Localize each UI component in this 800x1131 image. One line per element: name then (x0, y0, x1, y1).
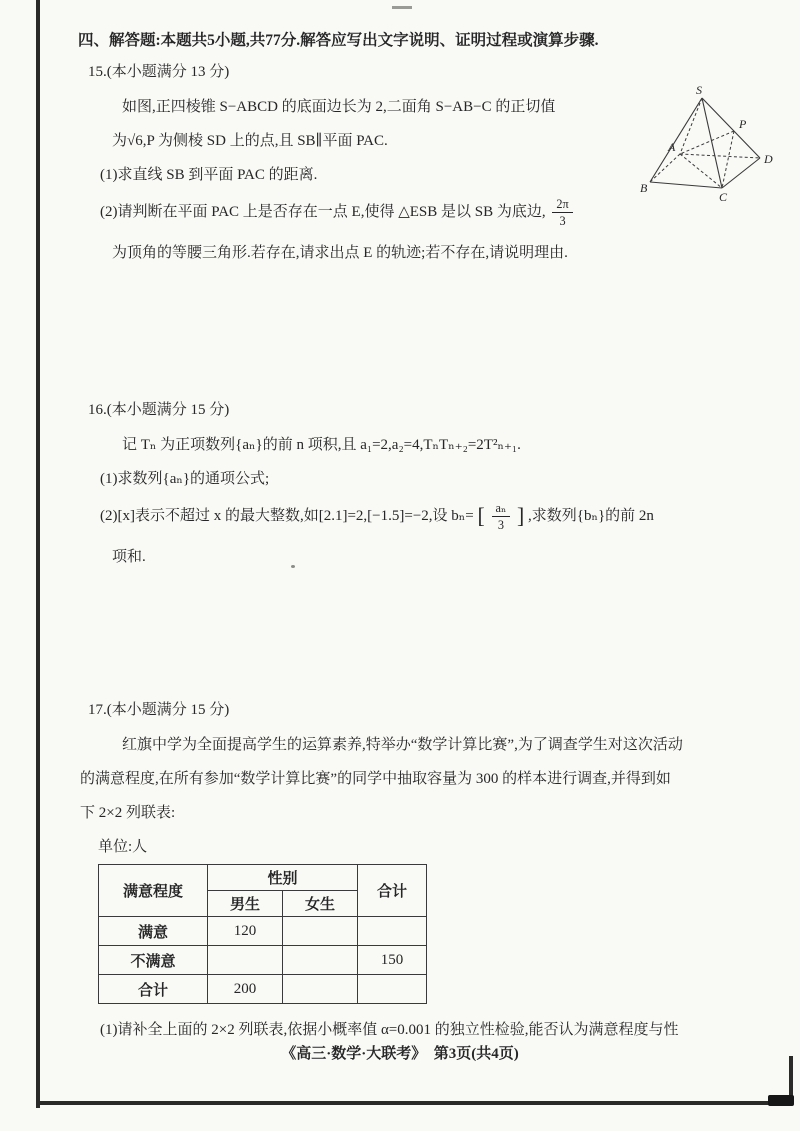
scan-artifact-left-edge (36, 0, 40, 1108)
problem-16-question-2-line2: 项和. (112, 549, 146, 566)
pyramid-figure (640, 84, 780, 206)
vertex-label-D: D (764, 152, 773, 166)
scan-artifact-bottom-edge (36, 1101, 793, 1105)
scan-artifact-top-dash (392, 6, 412, 9)
problem-15-question-2-line2: 为顶角的等腰三角形.若存在,请求出点 E 的轨迹;若不存在,请说明理由. (112, 245, 568, 262)
problem-15-para-line1: 如图,正四棱锥 S−ABCD 的底面边长为 2,二面角 S−AB−C 的正切值 (122, 99, 556, 115)
vertex-label-B: B (640, 181, 648, 195)
vertex-label-C: C (719, 190, 728, 204)
fraction-denominator: 3 (559, 214, 566, 229)
cell-satisfied-female (283, 917, 358, 946)
table-header-row-1 (99, 865, 427, 891)
problem-15-title: 15.(本小题满分 13 分) (88, 64, 230, 80)
table-row-satisfied (99, 917, 427, 946)
cell-unsatisfied-male (208, 946, 283, 975)
fraction-denominator: 3 (497, 518, 504, 533)
problem-15 (88, 60, 708, 275)
header-female: 女生 (283, 891, 358, 917)
problem-17-title: 17.(本小题满分 15 分) (88, 702, 230, 718)
row-label: 不满意 (99, 946, 208, 975)
problem-17-para-line1: 红旗中学为全面提高学生的运算素养,特举办“数学计算比赛”,为了调查学生对这次活动 (122, 737, 683, 753)
vertex-label-A: A (668, 140, 676, 154)
fraction-numerator: aₙ (492, 501, 511, 517)
problem-16-question-2-post: ,求数列{bₙ}的前 2n (528, 508, 654, 525)
edge-SB (650, 98, 702, 182)
problem-15-question-2-text: (2)请判断在平面 PAC 上是否存在一点 E,使得 △ESB 是以 SB 为底边, (100, 204, 546, 221)
table-row-total (99, 975, 427, 1004)
problem-17 (80, 698, 778, 1052)
right-bracket: ] (517, 504, 525, 529)
header-total: 合计 (358, 865, 427, 917)
section-header: 四、解答题:本题共5小题,共77分.解答应写出文字说明、证明过程或演算步骤. (78, 32, 599, 49)
left-bracket: [ (477, 504, 485, 529)
edge-SC (702, 98, 722, 188)
cell-unsatisfied-total: 150 (358, 946, 427, 975)
row-label: 满意 (99, 917, 208, 946)
problem-17-para-line3: 下 2×2 列联表: (80, 805, 176, 821)
vertex-label-S: S (696, 84, 702, 97)
edge-AD-hidden (680, 154, 760, 158)
table-row-unsatisfied (99, 946, 427, 975)
cell-total-male: 200 (208, 975, 283, 1004)
cell-total-total (358, 975, 427, 1004)
scan-artifact-blotch (768, 1095, 794, 1106)
vertex-label-P: P (739, 117, 747, 131)
problem-17-para-line2: 的满意程度,在所有参加“数学计算比赛”的同学中抽取容量为 300 的样本进行调查,并得到如 (80, 771, 671, 787)
header-gender: 性别 (208, 865, 358, 891)
problem-17-question-1: (1)请补全上面的 2×2 列联表,依据小概率值 α=0.001 的独立性检验,能否认为满意程度与性 (100, 1022, 679, 1038)
problem-15-question-1: (1)求直线 SB 到平面 PAC 的距离. (100, 167, 318, 183)
header-satisfaction: 满意程度 (99, 865, 208, 917)
problem-15-para-line2: 为√6,P 为侧棱 SD 上的点,且 SB∥平面 PAC. (112, 133, 388, 149)
cell-unsatisfied-female (283, 946, 358, 975)
problem-16-title: 16.(本小题满分 15 分) (88, 402, 230, 418)
unit-label: 单位:人 (98, 839, 148, 855)
fraction-an-thirds (492, 501, 511, 532)
fraction-two-pi-thirds (552, 197, 572, 228)
row-label: 合计 (99, 975, 208, 1004)
header-male: 男生 (208, 891, 283, 917)
cell-satisfied-male: 120 (208, 917, 283, 946)
edge-SD (702, 98, 760, 158)
pyramid-svg (640, 84, 780, 206)
problem-16-question-2-line1 (88, 501, 748, 532)
edge-BC (650, 182, 722, 188)
fraction-numerator: 2π (552, 197, 572, 213)
problem-16-question-2-pre: (2)[x]表示不超过 x 的最大整数,如[2.1]=2,[−1.5]=−2,设 bₙ= (100, 508, 474, 525)
problem-16 (88, 398, 748, 579)
cell-total-female (283, 975, 358, 1004)
cell-satisfied-total (358, 917, 427, 946)
problem-16-question-1: (1)求数列{aₙ}的通项公式; (100, 471, 270, 487)
problem-15-question-2-line1 (88, 197, 708, 228)
edge-CD (722, 158, 760, 188)
contingency-table (98, 864, 427, 1004)
problem-16-para: 记 Tₙ 为正项数列{aₙ}的前 n 项积,且 a₁=2,a₂=4,TₙTₙ₊₂=2T²ₙ₊₁. (122, 437, 521, 453)
page-footer: 《高三·数学·大联考》 第3页(共4页) (281, 1046, 519, 1062)
